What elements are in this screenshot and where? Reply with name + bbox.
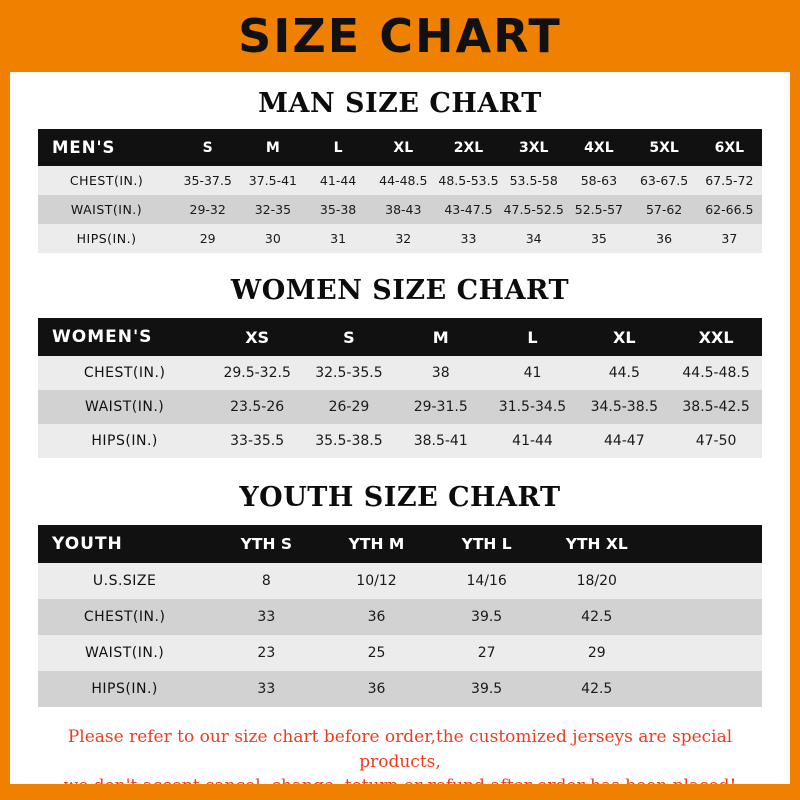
table-row <box>38 356 762 390</box>
row-label: WAIST(IN.) <box>38 195 175 224</box>
cell: 35.5-38.5 <box>303 424 395 458</box>
cell: 32-35 <box>240 195 305 224</box>
cell: 27 <box>432 635 542 671</box>
cell: 37.5-41 <box>240 166 305 195</box>
cell: 35 <box>566 224 631 253</box>
table-man-col-8: 6XL <box>697 129 762 166</box>
table-row <box>38 224 762 253</box>
table-row <box>38 563 762 599</box>
table-row <box>38 635 762 671</box>
cell: 57-62 <box>632 195 697 224</box>
row-label: HIPS(IN.) <box>38 224 175 253</box>
cell: 31 <box>305 224 370 253</box>
table-row <box>38 390 762 424</box>
row-label: CHEST(IN.) <box>38 356 211 390</box>
table-man-col-1: M <box>240 129 305 166</box>
cell: 30 <box>240 224 305 253</box>
table-women-col-0: XS <box>211 318 303 356</box>
cell: 31.5-34.5 <box>487 390 579 424</box>
cell: 29.5-32.5 <box>211 356 303 390</box>
chart-content <box>10 88 790 799</box>
cell: 67.5-72 <box>697 166 762 195</box>
table-row <box>38 424 762 458</box>
table-women-col-5: XXL <box>670 318 762 356</box>
cell: 34.5-38.5 <box>578 390 670 424</box>
table-row <box>38 195 762 224</box>
cell <box>652 671 762 707</box>
table-row <box>38 671 762 707</box>
table-man-col-6: 4XL <box>566 129 631 166</box>
table-women-col-4: XL <box>578 318 670 356</box>
table-header-row <box>38 318 762 356</box>
table-youth-col-0: YTH S <box>211 525 321 563</box>
cell: 38-43 <box>371 195 436 224</box>
row-label: U.S.SIZE <box>38 563 211 599</box>
cell: 43-47.5 <box>436 195 501 224</box>
cell: 37 <box>697 224 762 253</box>
section-title-man: MAN SIZE CHART <box>258 88 542 119</box>
cell: 33 <box>211 599 321 635</box>
table-women-col-2: M <box>395 318 487 356</box>
cell: 26-29 <box>303 390 395 424</box>
cell: 8 <box>211 563 321 599</box>
cell: 39.5 <box>432 671 542 707</box>
cell: 53.5-58 <box>501 166 566 195</box>
table-women-row-header-label: WOMEN'S <box>38 318 211 356</box>
table-man-col-7: 5XL <box>632 129 697 166</box>
cell <box>652 563 762 599</box>
cell: 29 <box>542 635 652 671</box>
cell: 23.5-26 <box>211 390 303 424</box>
cell <box>652 599 762 635</box>
cell: 29-32 <box>175 195 240 224</box>
section-youth <box>38 482 762 707</box>
cell: 25 <box>321 635 431 671</box>
footer-note-line-1: Please refer to our size chart before order,the customized jerseys are special products, <box>67 727 733 772</box>
section-man <box>38 88 762 253</box>
cell: 48.5-53.5 <box>436 166 501 195</box>
table-women-head <box>38 318 762 356</box>
cell: 29 <box>175 224 240 253</box>
table-row <box>38 166 762 195</box>
cell: 10/12 <box>321 563 431 599</box>
cell: 44.5-48.5 <box>670 356 762 390</box>
table-header-row <box>38 525 762 563</box>
cell: 41-44 <box>305 166 370 195</box>
cell: 58-63 <box>566 166 631 195</box>
table-youth-head <box>38 525 762 563</box>
row-label: WAIST(IN.) <box>38 635 211 671</box>
cell: 42.5 <box>542 599 652 635</box>
section-women <box>38 275 762 458</box>
row-label: HIPS(IN.) <box>38 424 211 458</box>
cell: 36 <box>321 599 431 635</box>
table-man-col-0: S <box>175 129 240 166</box>
section-title-youth: YOUTH SIZE CHART <box>239 482 561 513</box>
table-youth-row-header-label: YOUTH <box>38 525 211 563</box>
cell: 38.5-41 <box>395 424 487 458</box>
row-label: CHEST(IN.) <box>38 166 175 195</box>
cell: 63-67.5 <box>632 166 697 195</box>
cell: 42.5 <box>542 671 652 707</box>
table-man-col-4: 2XL <box>436 129 501 166</box>
cell: 38 <box>395 356 487 390</box>
cell: 44-48.5 <box>371 166 436 195</box>
table-row <box>38 599 762 635</box>
cell: 36 <box>632 224 697 253</box>
table-man-body <box>38 166 762 253</box>
cell: 14/16 <box>432 563 542 599</box>
cell: 35-37.5 <box>175 166 240 195</box>
cell: 41-44 <box>487 424 579 458</box>
table-man-row-header-label: MEN'S <box>38 129 175 166</box>
section-title-women: WOMEN SIZE CHART <box>230 275 570 306</box>
page-title: SIZE CHART <box>238 9 562 63</box>
table-man-size <box>38 129 762 253</box>
table-youth-col-1: YTH M <box>321 525 431 563</box>
cell: 32.5-35.5 <box>303 356 395 390</box>
cell: 35-38 <box>305 195 370 224</box>
cell: 47-50 <box>670 424 762 458</box>
table-youth-col-2: YTH L <box>432 525 542 563</box>
table-youth-col-4 <box>652 525 762 563</box>
table-man-head <box>38 129 762 166</box>
cell: 36 <box>321 671 431 707</box>
cell <box>652 635 762 671</box>
cell: 52.5-57 <box>566 195 631 224</box>
cell: 32 <box>371 224 436 253</box>
cell: 44-47 <box>578 424 670 458</box>
top-banner <box>0 0 800 72</box>
cell: 23 <box>211 635 321 671</box>
cell: 39.5 <box>432 599 542 635</box>
cell: 33 <box>211 671 321 707</box>
table-man-col-5: 3XL <box>501 129 566 166</box>
table-youth-col-3: YTH XL <box>542 525 652 563</box>
table-women-col-3: L <box>487 318 579 356</box>
table-women-col-1: S <box>303 318 395 356</box>
row-label: WAIST(IN.) <box>38 390 211 424</box>
cell: 38.5-42.5 <box>670 390 762 424</box>
cell: 33 <box>436 224 501 253</box>
bottom-accent-strip <box>0 784 800 800</box>
table-women-size <box>38 318 762 458</box>
table-women-body <box>38 356 762 458</box>
cell: 18/20 <box>542 563 652 599</box>
cell: 47.5-52.5 <box>501 195 566 224</box>
table-youth-body <box>38 563 762 707</box>
cell: 29-31.5 <box>395 390 487 424</box>
row-label: CHEST(IN.) <box>38 599 211 635</box>
row-label: HIPS(IN.) <box>38 671 211 707</box>
table-youth-size <box>38 525 762 707</box>
cell: 41 <box>487 356 579 390</box>
table-header-row <box>38 129 762 166</box>
cell: 34 <box>501 224 566 253</box>
cell: 33-35.5 <box>211 424 303 458</box>
table-man-col-2: L <box>305 129 370 166</box>
cell: 62-66.5 <box>697 195 762 224</box>
table-man-col-3: XL <box>371 129 436 166</box>
cell: 44.5 <box>578 356 670 390</box>
